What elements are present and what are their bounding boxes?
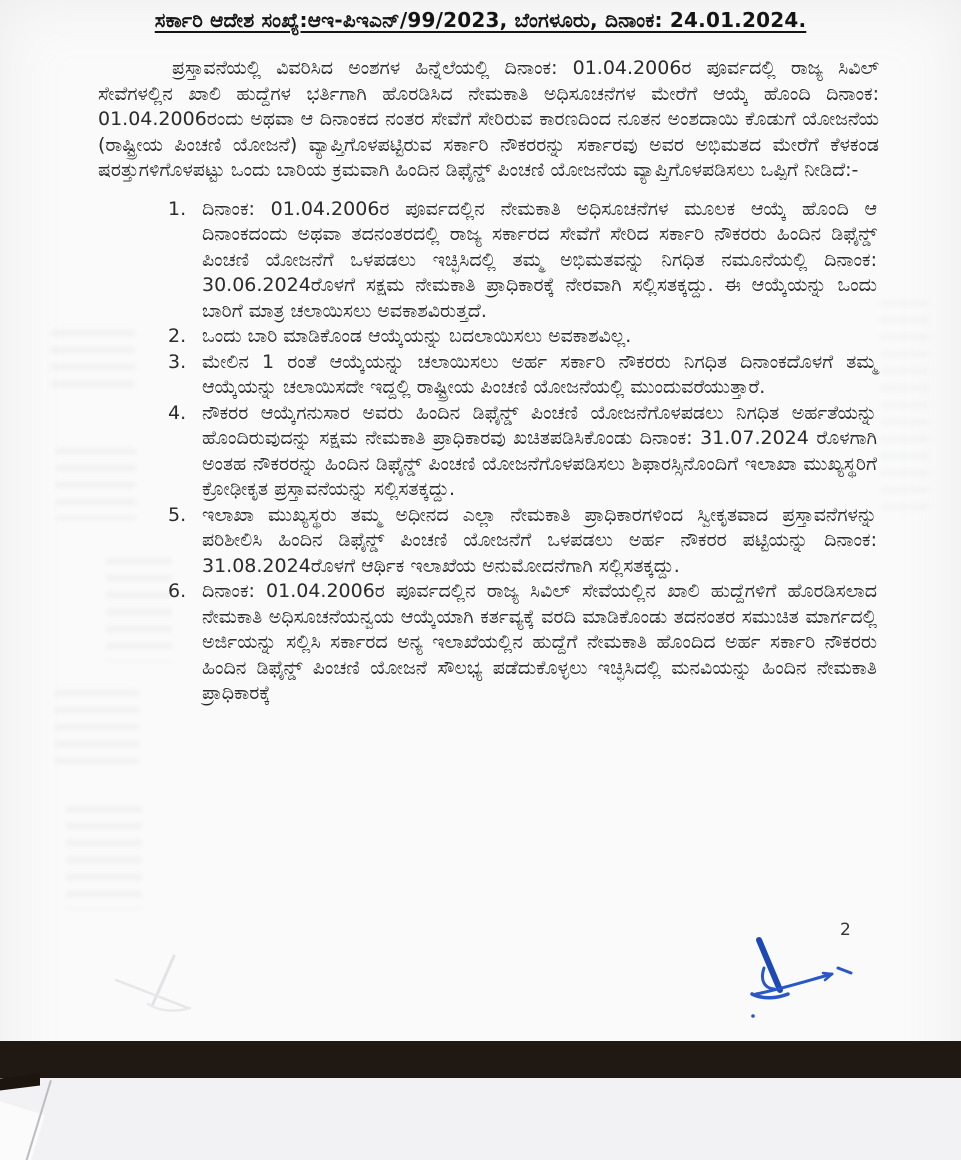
list-item (168, 503, 877, 580)
list-item-text: ದಿನಾಂಕ: 01.04.2006ರ ಪೂರ್ವದಲ್ಲಿನ ನೇಮಕಾತಿ ಅಧಿಸೂಚನೆಗಳ ಮೂಲಕ ಆಯ್ಕೆ ಹೊಂದಿ ಆ ದಿನಾಂಕದಂದು ಅಥವಾ ತದನಂತರದಲ್ಲಿ ರಾಜ್ಯ ಸರ್ಕಾರದ ಸೇವೆಗೆ ಸೇರಿದ ಸರ್ಕಾರಿ ನೌಕರರು ಹಿಂದಿನ ಡಿಫೈನ್ಡ್ ಪಿಂಚಣಿ ಯೋಜನೆಗೆ ಒಳಪಡಲು ಇಚ್ಛಿಸಿದಲ್ಲಿ ತಮ್ಮ ಅಭಿಮತವನ್ನು ನಿಗಧಿತ ನಮೂನೆಯಲ್ಲಿ ದಿನಾಂಕ: 30.06.2024ರೊಳಗೆ ಸಕ್ಷಮ ನೇಮಕಾತಿ ಪ್ರಾಧಿಕಾರಕ್ಕೆ ನೇರವಾಗಿ ಸಲ್ಲಿಸತಕ್ಕದ್ದು. ಈ ಆಯ್ಕೆಯನ್ನು ಒಂದು ಬಾರಿಗೆ ಮಾತ್ರ ಚಲಾಯಿಸಲು ಅವಕಾಶವಿರುತ್ತದೆ. (202, 197, 877, 322)
list-item-text: ದಿನಾಂಕ: 01.04.2006ರ ಪೂರ್ವದಲ್ಲಿನ ರಾಜ್ಯ ಸಿವಿಲ್ ಸೇವೆಯಲ್ಲಿನ ಖಾಲಿ ಹುದ್ದೆಗಳಿಗೆ ಹೊರಡಿಸಲಾದ ನೇಮಕಾತಿ ಅಧಿಸೂಚನೆಯನ್ವಯ ಆಯ್ಕೆಯಾಗಿ ಕರ್ತವ್ಯಕ್ಕೆ ವರದಿ ಮಾಡಿಕೊಂಡು ತದನಂತರ ಸಮುಚಿತ ಮಾರ್ಗದಲ್ಲಿ ಅರ್ಜಿಯನ್ನು ಸಲ್ಲಿಸಿ ಸರ್ಕಾರದ ಅನ್ಯ ಇಲಾಖೆಯಲ್ಲಿನ ಹುದ್ದೆಗೆ ನೇಮಕಾತಿ ಹೊಂದಿದ ಅರ್ಹ ಸರ್ಕಾರಿ ನೌಕರರು ಹಿಂದಿನ ಡಿಫೈನ್ಡ್ ಪಿಂಚಣಿ ಯೋಜನೆ ಸೌಲಭ್ಯ ಪಡೆದುಕೊಳ್ಳಲು ಇಚ್ಛಿಸಿದಲ್ಲಿ ಮನವಿಯನ್ನು ಹಿಂದಿನ ನೇಮಕಾತಿ ಪ್ರಾಧಿಕಾರಕ್ಕೆ (202, 580, 877, 704)
signature-ink-mark (726, 928, 858, 1028)
list-item (168, 197, 877, 325)
signature-icon (726, 928, 858, 1024)
list-item (168, 350, 877, 401)
list-item-text: ನೌಕರರ ಆಯ್ಕೆಗನುಸಾರ ಅವರು ಹಿಂದಿನ ಡಿಫೈನ್ಡ್ ಪಿಂಚಣಿ ಯೋಜನೆಗೊಳಪಡಲು ನಿಗಧಿತ ಅರ್ಹತೆಯನ್ನು ಹೊಂದಿರುವುದನ್ನು ಸಕ್ಷಮ ನೇಮಕಾತಿ ಪ್ರಾಧಿಕಾರವು ಖಚಿತಪಡಿಸಿಕೊಂಡು ದಿನಾಂಕ: 31.07.2024 ರೊಳಗಾಗಿ ಅಂತಹ ನೌಕರರನ್ನು ಹಿಂದಿನ ಡಿಫೈನ್ಡ್ ಪಿಂಚಣಿ ಯೋಜನೆಗೊಳಪಡಿಸಲು ಶಿಫಾರಸ್ಸಿನೊಂದಿಗೆ ಇಲಾಖಾ ಮುಖ್ಯಸ್ಥರಿಗೆ ಕ್ರೋಢೀಕೃತ ಪ್ರಸ್ತಾವನೆಯನ್ನು ಸಲ್ಲಿಸತಕ್ಕದ್ದು. (202, 401, 877, 500)
crease-mark (108, 948, 218, 1027)
list-item-number: 1. (168, 197, 187, 220)
list-item-number: 6. (168, 580, 187, 602)
list-item-text: ಇಲಾಖಾ ಮುಖ್ಯಸ್ಥರು ತಮ್ಮ ಅಧೀನದ ಎಲ್ಲಾ ನೇಮಕಾತಿ ಪ್ರಾಧಿಕಾರಗಳಿಂದ ಸ್ವೀಕೃತವಾದ ಪ್ರಸ್ತಾವನೆಗಳನ್ನು ಪರಿಶೀಲಿಸಿ ಹಿಂದಿನ ಡಿಫೈನ್ಡ್ ಪಿಂಚಣಿ ಯೋಜನೆಗೆ ಒಳಪಡಲು ಅರ್ಹ ನೌಕರರ ಪಟ್ಟಿಯನ್ನು ದಿನಾಂಕ: 31.08.2024ರೊಳಗೆ ಆರ್ಥಿಕ ಇಲಾಖೆಯ ಅನುಮೋದನೆಗಾಗಿ ಸಲ್ಲಿಸತಕ್ಕದ್ದು. (202, 503, 877, 577)
list-item (168, 579, 877, 707)
crease-icon (108, 948, 218, 1023)
scanner-background-strip (0, 1078, 961, 1160)
list-item-number: 2. (168, 325, 187, 347)
conditions-list (168, 197, 877, 707)
page-number: 2 (840, 920, 851, 940)
list-item-text: ಮೇಲಿನ 1 ರಂತೆ ಆಯ್ಕೆಯನ್ನು ಚಲಾಯಿಸಲು ಅರ್ಹ ಸರ್ಕಾರಿ ನೌಕರರು ನಿಗಧಿತ ದಿನಾಂಕದೊಳಗೆ ತಮ್ಮ ಆಯ್ಕೆಯನ್ನು ಚಲಾಯಿಸದೇ ಇದ್ದಲ್ಲಿ ರಾಷ್ಟ್ರೀಯ ಪಿಂಚಣಿ ಯೋಜನೆಯಲ್ಲಿ ಮುಂದುವರೆಯುತ್ತಾರೆ. (202, 350, 877, 398)
document-header (0, 8, 961, 32)
bleed-through-artifact (66, 806, 142, 910)
list-item-text: ಒಂದು ಬಾರಿ ಮಾಡಿಕೊಂಡ ಆಯ್ಕೆಯನ್ನು ಬದಲಾಯಿಸಲು ಅವಕಾಶವಿಲ್ಲ. (202, 325, 632, 347)
list-item-number: 3. (168, 350, 187, 373)
list-item (168, 401, 877, 503)
bleed-through-artifact (880, 300, 928, 510)
list-item-number: 4. (168, 401, 187, 424)
list-item-number: 5. (168, 503, 187, 526)
bleed-through-artifact (106, 558, 172, 662)
list-item (168, 324, 877, 350)
bleed-through-artifact (50, 330, 135, 392)
bleed-through-artifact (55, 690, 139, 772)
order-number-heading: ಸರ್ಕಾರಿ ಆದೇಶ ಸಂಖ್ಯೆ:ಆಇ-ಪಿಇಎನ್/99/2023, ಬೆಂಗಳೂರು, ದಿನಾಂಕ: 24.01.2024. (154, 8, 807, 32)
intro-paragraph: ಪ್ರಸ್ತಾವನೆಯಲ್ಲಿ ವಿವರಿಸಿದ ಅಂಶಗಳ ಹಿನ್ನೆಲೆಯಲ್ಲಿ ದಿನಾಂಕ: 01.04.2006ರ ಪೂರ್ವದಲ್ಲಿ ರಾಜ್ಯ ಸಿವಿಲ್ ಸೇವೆಗಳಲ್ಲಿನ ಖಾಲಿ ಹುದ್ದೆಗಳ ಭರ್ತಿಗಾಗಿ ಹೊರಡಿಸಿದ ನೇಮಕಾತಿ ಅಧಿಸೂಚನೆಗಳ ಮೇರೆಗೆ ಆಯ್ಕೆ ಹೊಂದಿ ದಿನಾಂಕ: 01.04.2006ರಂದು ಅಥವಾ ಆ ದಿನಾಂಕದ ನಂತರ ಸೇವೆಗೆ ಸೇರಿರುವ ಕಾರಣದಿಂದ ನೂತನ ಅಂಶದಾಯಿ ಕೊಡುಗೆ ಯೋಜನೆಯ (ರಾಷ್ಟ್ರೀಯ ಪಿಂಚಣಿ ಯೋಜನೆ) ವ್ಯಾಪ್ತಿಗೊಳಪಟ್ಟಿರುವ ಸರ್ಕಾರಿ ನೌಕರರನ್ನು ಸರ್ಕಾರವು ಅವರ ಅಭಿಮತದ ಮೇರೆಗೆ ಕೆಳಕಂಡ ಷರತ್ತುಗಳಿಗೊಳಪಟ್ಟು ಒಂದು ಬಾರಿಯ ಕ್ರಮವಾಗಿ ಹಿಂದಿನ ಡಿಫೈನ್ಡ್ ಪಿಂಚಣಿ ಯೋಜನೆಯ ವ್ಯಾಪ್ತಿಗೊಳಪಡಿಸಲು ಒಪ್ಪಿಗೆ ನೀಡಿದೆ:- (98, 57, 879, 181)
scan-gap-band (0, 1041, 961, 1078)
bleed-through-artifact (56, 448, 136, 520)
